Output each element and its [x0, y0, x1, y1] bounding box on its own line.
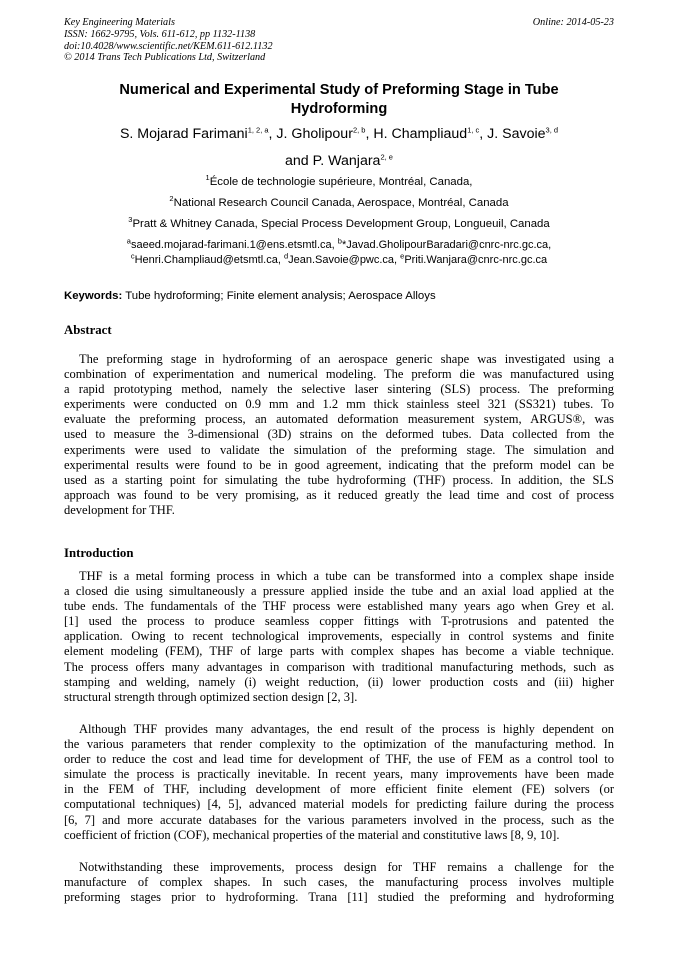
author-affiliation-sup: 1, c	[467, 125, 480, 135]
author-line	[64, 148, 614, 175]
email-sup: b	[337, 236, 342, 246]
text-line: The preforming stage in hydroforming of an aerospace generic shape was investigated using a	[79, 352, 614, 366]
affiliation-3	[40, 217, 638, 231]
text-line: a closed die using simultaneously a pressure applied inside the tube and an axial load applied at the	[64, 584, 614, 599]
text-line: evaluate the preforming process, an automated deformation measurement system, ARGUS®, was	[64, 412, 614, 427]
affiliation-2	[40, 196, 638, 210]
email-link[interactable]: Henri.Champliaud@etsmtl.ca,	[134, 253, 284, 266]
title-line: Hydroforming	[290, 101, 388, 117]
text-line: order to reduce the cost and lead time for development of THF, the use of FEM as a control tool to	[64, 752, 614, 767]
text-line: [1] used the process to produce seamless copper fittings with T-protrusions and patented the	[64, 614, 614, 629]
text-line: Notwithstanding these improvements, process design for THF remains a challenge for the	[79, 860, 614, 874]
author-affiliation-sup: 2, b	[352, 125, 366, 135]
online-date: Online: 2014-05-23	[532, 17, 614, 28]
email-sup: d	[283, 250, 289, 260]
text-line: THF is a metal forming process in which a tube can be transformed into a complex shape inside	[79, 569, 614, 583]
text-line: stamping and welding, namely (i) weight reduction, (ii) lower production costs and (iii) higher	[64, 674, 614, 689]
author-name: , J. Gholipour	[268, 126, 353, 142]
text-line: element modeling (FEM), THF of large parts with complex shapes has become a viable technique.	[64, 644, 614, 659]
affiliation-text: Pratt & Whitney Canada, Special Process Development Group, Longueuil, Canada	[132, 218, 550, 230]
affiliation-text: École de technologie supérieure, Montréal, Canada,	[209, 176, 473, 188]
text-line: experiments were used to validate the simulation of the preforming stage. The simulation and	[64, 442, 614, 457]
journal-name: Key Engineering Materials	[64, 17, 175, 28]
text-line: experimental results were found to be in good agreement, indicating that the preform model can be	[64, 457, 614, 472]
email-link[interactable]: Priti.Wanjara@cnrc-nrc.gc.ca	[404, 253, 548, 266]
text-line: coefficient of friction (COF), mechanical properties of the material and constitutive laws [8, 9, 10].	[64, 827, 560, 842]
author-list	[64, 121, 614, 175]
text-line: [6, 7] and more accurate databases for the various parameters involved in the process, such as the	[64, 812, 614, 827]
email-sup: e	[400, 250, 405, 260]
keywords-text: Tube hydroforming; Finite element analysis; Aerospace Alloys	[122, 290, 436, 302]
text-line: computational techniques) [4, 5], advanced material models for predicting failure during the process	[64, 797, 614, 812]
intro-paragraph-2	[64, 722, 614, 843]
affiliation-sup: 3	[128, 215, 133, 225]
keywords	[64, 289, 614, 303]
email-line	[40, 250, 638, 268]
author-name: S. Mojarad Farimani	[119, 126, 248, 142]
text-line: in the FEM of THF, including development of more efficient finite element (FE) solvers (or	[64, 782, 614, 797]
text-line: the various parameters that render complexity to the optimization of the manufacturing method. In	[64, 737, 614, 752]
affiliation-text: National Research Council Canada, Aerospace, Montréal, Canada	[173, 197, 509, 209]
title-line: Numerical and Experimental Study of Preforming Stage in Tube	[119, 82, 559, 98]
text-line: approach was found to be very promising, as it reduced greatly the lead time and cost of process	[64, 487, 614, 502]
text-line: application. Owing to recent technological improvements, especially in control systems and finite	[64, 629, 614, 644]
text-line: preforming stages prior to hydroforming. Trana [11] studied the preforming and hydroforming	[64, 890, 614, 905]
email-link[interactable]: Jean.Savoie@pwc.ca,	[288, 253, 401, 266]
text-line: development for THF.	[64, 502, 175, 517]
email-line	[40, 238, 638, 253]
author-affiliation-sup: 1, 2, a	[247, 125, 269, 135]
text-line: The process offers many advantages in comparison with traditional manufacturing methods, such as	[64, 659, 614, 674]
text-line: tube ends. The fundamentals of the THF process were established many years ago when Grey et al.	[64, 599, 614, 614]
email-link[interactable]: *Javad.GholipourBaradari@cnrc-nrc.gc.ca,	[341, 239, 552, 251]
text-line: experiments were conducted on 0.9 mm and 1.2 mm thick stainless steel 321 (SS321) tubes. To	[64, 397, 614, 412]
intro-paragraph-3	[64, 860, 614, 905]
text-line: Although THF provides many advantages, the end result of the process is highly dependent on	[79, 722, 614, 736]
text-line: a rapid prototyping method, namely the selective laser sintering (SLS) process. The preforming	[64, 382, 614, 397]
affiliation-1	[40, 175, 638, 189]
text-line: combination of experimentation and numerical modeling. The preform die was manufactured using	[64, 367, 614, 382]
author-name: , J. Savoie	[479, 126, 546, 142]
email-sup: a	[126, 236, 131, 246]
abstract-heading: Abstract	[64, 323, 112, 337]
text-line: used to measure the 3-dimensional (3D) strains on the deformed tubes. Data collected from the	[64, 427, 614, 442]
text-line: simulate the process is practically inevitable. In recent years, many improvements have been made	[64, 767, 614, 782]
email-link[interactable]: saeed.mojarad-farimani.1@ens.etsmtl.ca,	[130, 239, 338, 251]
paper-title	[64, 81, 614, 119]
intro-paragraph-1	[64, 569, 614, 705]
journal-header	[64, 17, 273, 64]
abstract-body	[64, 352, 614, 518]
affiliation-sup: 1	[205, 173, 210, 183]
author-affiliation-sup: 2, e	[380, 152, 393, 162]
text-line: used as a starting point for simulating the tube hydroforming (THF) process. In addition, the SLS	[64, 472, 614, 487]
text-line: structural strength through optimized section design [2, 3].	[64, 689, 358, 704]
text-line: manufacture of complex shapes. In such cases, the manufacturing process involves multiple	[64, 875, 614, 890]
email-sup: c	[130, 250, 135, 260]
keywords-label: Keywords:	[64, 290, 123, 302]
author-emails	[40, 238, 638, 267]
author-name: and P. Wanjara	[285, 153, 381, 169]
affiliation-sup: 2	[169, 194, 174, 204]
author-affiliation-sup: 3, d	[545, 125, 559, 135]
introduction-heading: Introduction	[64, 546, 134, 560]
issn: ISSN: 1662-9795, Vols. 611-612, pp 1132-1138	[64, 28, 256, 40]
doi-link[interactable]: doi:10.4028/www.scientific.net/KEM.611-612.1132	[64, 40, 273, 52]
copyright: © 2014 Trans Tech Publications Ltd, Switzerland	[64, 52, 266, 64]
author-line	[64, 121, 614, 148]
author-name: , H. Champliaud	[365, 126, 468, 142]
